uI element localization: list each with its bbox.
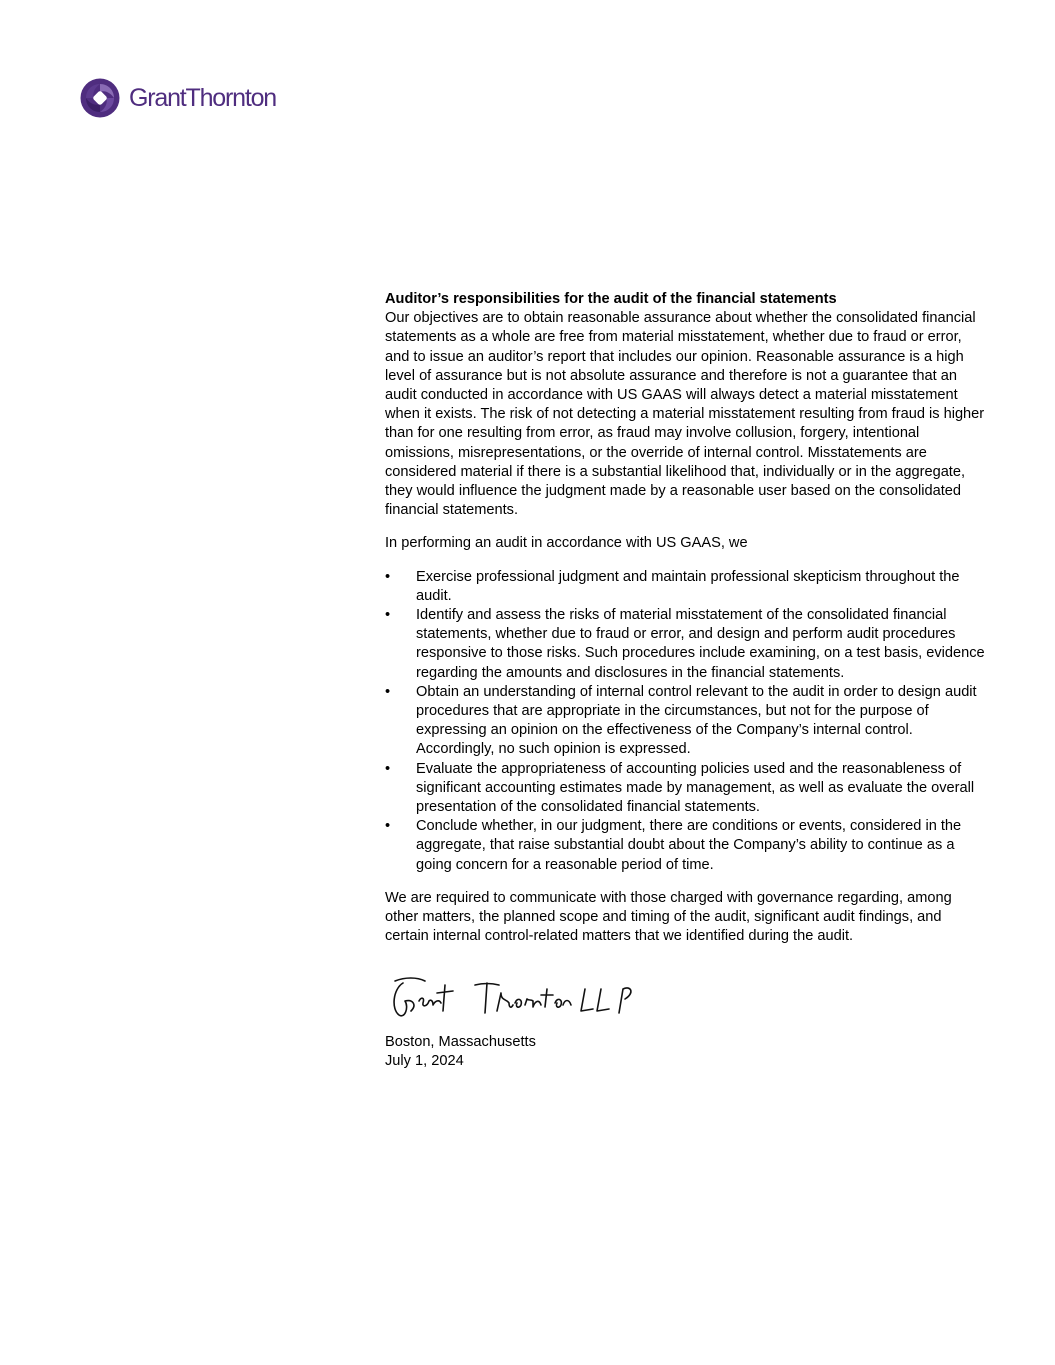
bullet-icon: • — [385, 568, 391, 585]
brand-name: GrantThornton — [129, 84, 276, 112]
signature-image — [387, 971, 647, 1023]
list-item — [385, 606, 985, 683]
list-item — [385, 683, 985, 760]
responsibilities-list — [385, 568, 985, 875]
report-section — [385, 290, 985, 1071]
list-item — [385, 568, 985, 606]
list-item — [385, 760, 985, 818]
objectives-paragraph: Our objectives are to obtain reasonable assurance about whether the consolidated financial statements as a whole are free from material misstatement, whether due to fraud or error, and to issue an auditor’s report that includes our opinion. Reasonable assurance is a high level of assurance but is not absolute assurance and therefore is not a guarantee that an audit conducted in accordance with US GAAS will always detect a material misstatement when it exists. The risk of not detecting a material misstatement resulting from fraud is higher than for one resulting from error, as fraud may involve collusion, forgery, intentional omissions, misrepresentations, or the override of internal control. Misstatements are considered material if there is a substantial likelihood that, individually or in the aggregate, they would influence the judgment made by a reasonable user based on the consolidated financial statements. — [385, 310, 985, 519]
list-item-text: Conclude whether, in our judgment, there are conditions or events, considered in the aggregate, that raise substantial doubt about the Company’s ability to continue as a going concern for a reasonable period of time. — [416, 818, 962, 873]
bullet-icon: • — [385, 818, 391, 835]
list-item-text: Evaluate the appropriateness of accounting policies used and the reasonableness of significant accounting estimates made by management, as well as evaluate the overall presentation of the consolidated financial statements. — [416, 760, 975, 816]
bullet-icon: • — [385, 683, 391, 700]
intro-paragraph: In performing an audit in accordance with US GAAS, we — [385, 535, 748, 552]
bullet-icon: • — [385, 760, 391, 777]
section-heading: Auditor’s responsibilities for the audit of the financial statements — [385, 291, 837, 307]
signing-location: Boston, Massachusetts — [385, 1033, 536, 1050]
bullet-icon: • — [385, 607, 391, 624]
signing-date: July 1, 2024 — [385, 1052, 464, 1069]
grant-thornton-logo-icon — [80, 78, 120, 118]
brand-logo — [80, 78, 276, 118]
list-item — [385, 817, 985, 875]
list-item-text: Obtain an understanding of internal control relevant to the audit in order to design audit procedures that are appropriate in the circumstances, but not for the purpose of expressing an opinion on the effectiveness of the Company’s internal control. Accordingly, no such opinion is expressed. — [416, 683, 977, 758]
list-item-text: Exercise professional judgment and maintain professional skepticism throughout the audit. — [416, 568, 960, 604]
list-item-text: Identify and assess the risks of material misstatement of the consolidated financial statements, whether due to fraud or error, and design and perform audit procedures responsive to those risks. Such procedures include examining, on a test basis, evidence regarding the amounts and disclosures in the financial statements. — [416, 607, 985, 681]
governance-paragraph: We are required to communicate with those charged with governance regarding, among other matters, the planned scope and timing of the audit, significant audit findings, and certain internal control-related matters that we identified during the audit. — [385, 889, 952, 945]
